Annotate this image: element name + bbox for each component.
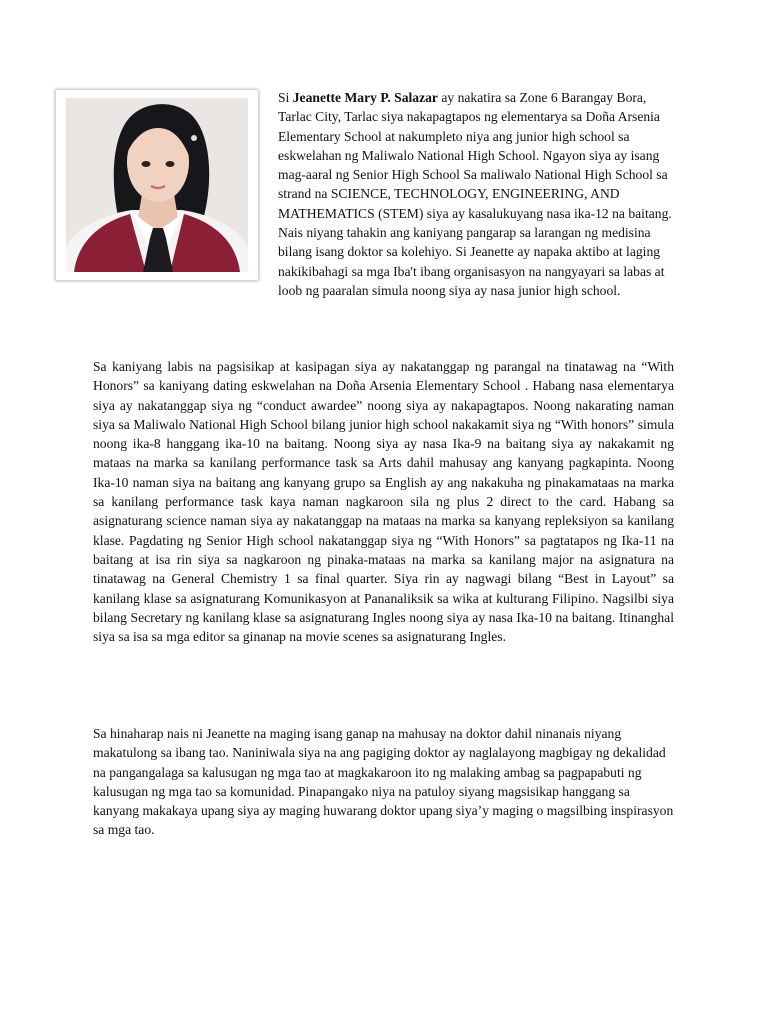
intro-prefix: Si [278,90,293,105]
photo-wrap-spacer [93,88,278,284]
student-name: Jeanette Mary P. Salazar [292,90,438,105]
intro-paragraph [93,88,674,300]
future-goals-paragraph: Sa hinaharap nais ni Jeanette na maging isang ganap na mahusay na doktor dahil ninanais niyang makatulong sa ibang tao. Naniniwala siya na ang pagiging doktor ay naglalayong magbigay ng dekalidad na pangangalaga sa kalusugan ng mga tao at magkakaroon ito ng malaking ambag sa pagpapabuti ng kalusugan ng mga tao sa komunidad. Pinapangako niya na patuloy siyang magsisikap hanggang sa kanyang makakaya upang siya ay maging huwarang doktor upang siya’y maging o magsilbing inspirasyon sa mga tao. [93,726,674,838]
intro-text: ay nakatira sa Zone 6 Barangay Bora, Tarlac City, Tarlac siya nakapagtapos ng elementarya sa Doña Arsenia Elementary School at nakumpleto niya ang junior high school sa eskwelahan ng Maliwalo National High School. Ngayon siya ay isang mag-aaral ng Senior High School Sa maliwalo National High School sa strand na SCIENCE, TECHNOLOGY, ENGINEERING, AND MATHEMATICS (STEM) siya ay kasalukuyang nasa ika-12 na baitang. Nais niyang tahakin ang kaniyang pangarap sa larangan ng medisina bilang isang doktor sa kolehiyo. Si Jeanette ay napaka aktibo at laging nakikibahagi sa mga Iba't ibang organisasyon na nangyayari sa labas at loob ng paaralan simula noong siya ay nasa junior high school. [278,90,672,298]
achievements-paragraph: Sa kaniyang labis na pagsisikap at kasipagan siya ay nakatanggap ng parangal na tinatawag na “With Honors” sa kaniyang dating eskwelahan na Doña Arsenia Elementary School . Habang nasa elementarya siya ay nakatanggap siya ng “conduct awardee” noong siya ay nakapagtapos. Noong nakarating naman siya sa Maliwalo National High School bilang junior high school nakakamit siya ng “With honors” simula noong ika-8 hanggang ika-10 na baitang. Noong siya ay nasa Ika-9 na baitang siya ay nakakamit ng mataas na marka sa kanilang performance task sa Arts dahil mahusay ang kanyang pagkapinta. Noong Ika-10 naman siya na baitang ang kanyang grupo sa English ay ang nakakuha ng pinakamataas na marka sa kanilang performance task kaya naman nagkaroon sila ng plus 2 direct to the card. Habang sa asignaturang science naman siya ay nakatanggap na mataas na marka sa kanyang repleksiyon sa kanilang klase. Pagdating ng Senior High school nakatanggap siya ng “With Honors” sa pagtatapos ng Ika-11 na baitang at isa rin siya sa nagkaroon ng pinaka-mataas na marka sa kanilang major na asignatura na tinatawag na General Chemistry 1 sa final quarter. Siya rin ay nagwagi bilang “Best in Layout” sa kanilang klase sa asignaturang Komunikasyon at Pananaliksik sa wika at kulturang Filipino. Nagsilbi siya bilang Secretary ng kanilang klase sa asignaturang Ingles noong siya ay nasa Ika-10 na baitang. Itinanghal siya sa isa sa mga editor sa ginanap na movie scenes sa asignaturang Ingles. [93,359,674,645]
